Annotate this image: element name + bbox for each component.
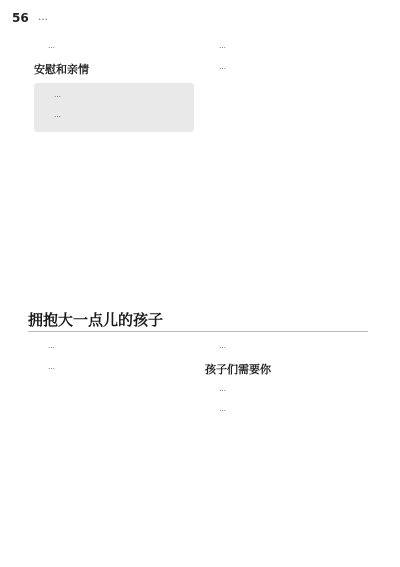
page-number: 56 xyxy=(12,11,29,25)
sub-heading: 孩子们需要你 xyxy=(205,362,271,376)
body-paragraph: … xyxy=(219,42,226,50)
aside-box xyxy=(34,83,194,132)
page-header xyxy=(0,0,400,30)
left-column-top xyxy=(34,40,194,138)
body-paragraph: … xyxy=(219,405,226,413)
body-paragraph: … xyxy=(48,362,55,371)
body-paragraph: … xyxy=(48,42,55,50)
running-head: … xyxy=(38,12,48,23)
box-heading: 安慰和亲情 xyxy=(34,62,89,76)
aside-paragraph: … xyxy=(54,90,61,99)
section-title: 拥抱大一点儿的孩子 xyxy=(28,311,164,329)
body-paragraph: … xyxy=(219,342,226,350)
section-rule xyxy=(28,331,368,332)
body-paragraph: … xyxy=(48,342,55,350)
aside-paragraph: … xyxy=(54,111,61,119)
right-column-top xyxy=(205,40,367,81)
left-column-bottom xyxy=(34,340,194,381)
body-paragraph: … xyxy=(219,384,226,393)
right-column-bottom xyxy=(205,340,367,424)
body-paragraph: … xyxy=(219,62,226,71)
